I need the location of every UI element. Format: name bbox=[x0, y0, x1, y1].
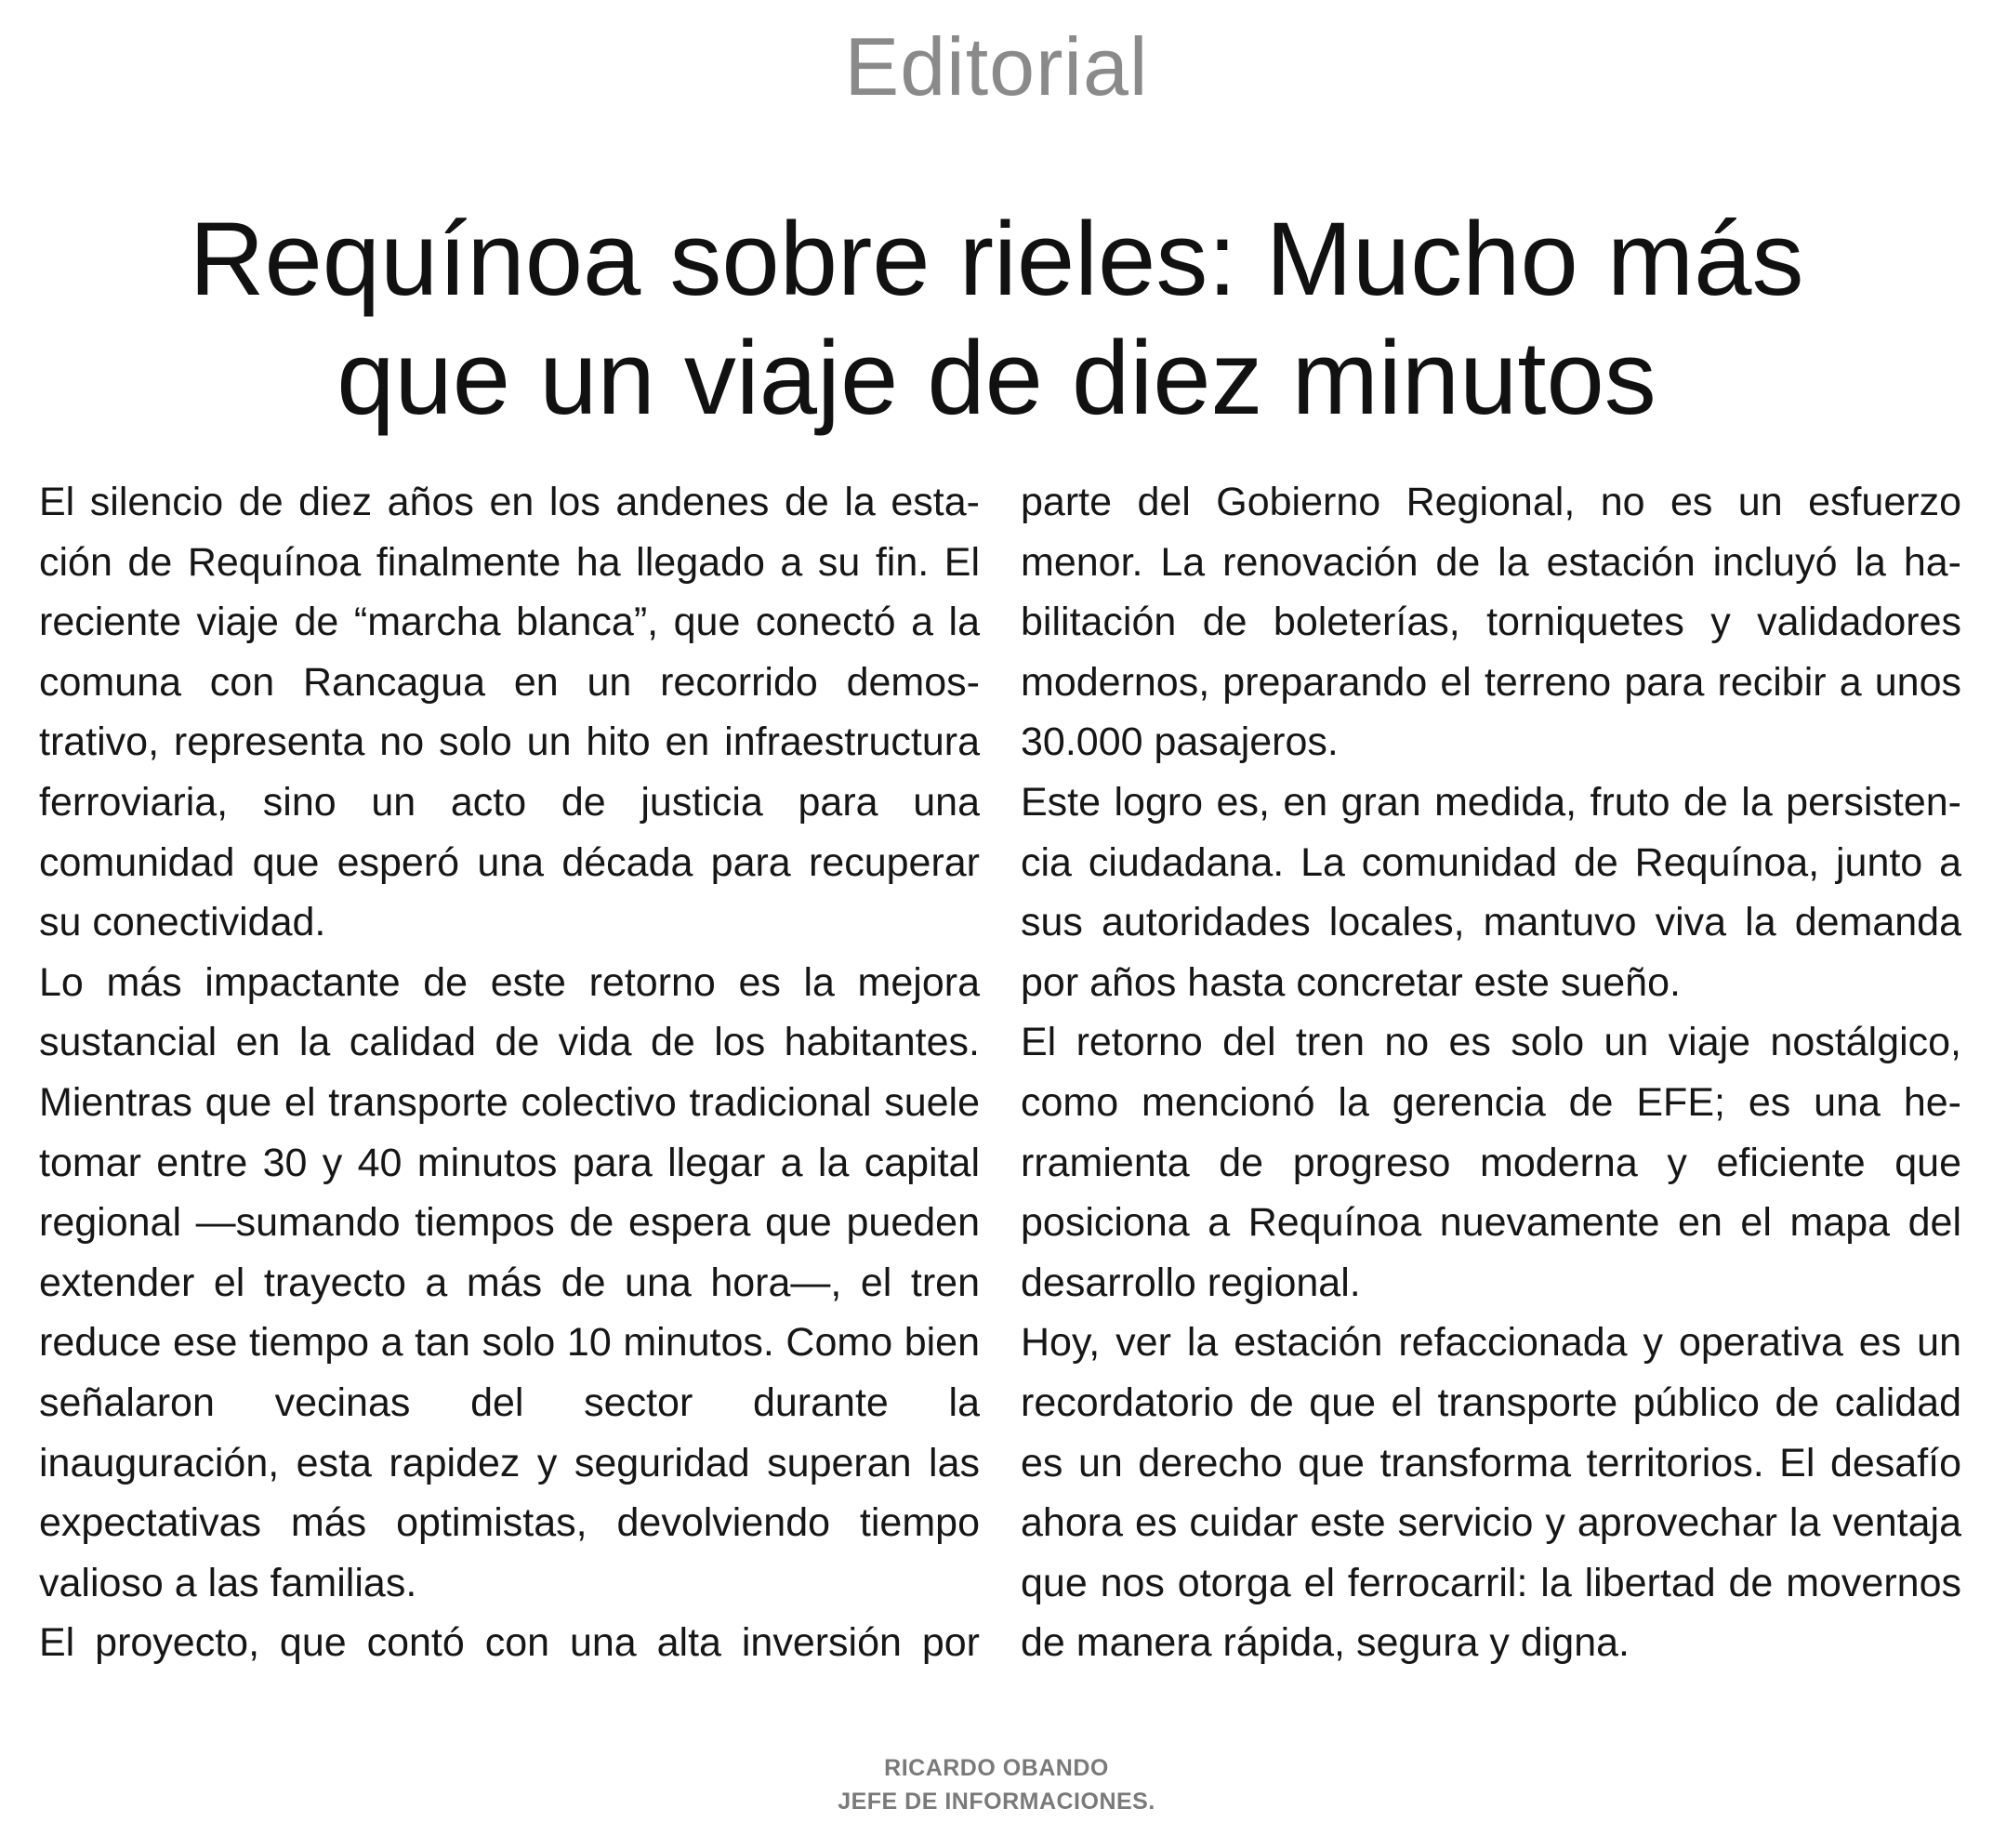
paragraph: Este logro es, en gran medida, fruto de la persistencia ciudadana. La comunidad de Requínoa, junto a sus autoridades locales, mantuvo viva la demanda por años hasta concretar este sueño. bbox=[1021, 779, 1961, 1005]
section-label: Editorial bbox=[844, 20, 1149, 112]
body-column-right bbox=[1021, 472, 1961, 1673]
byline bbox=[0, 1751, 1993, 1818]
paragraph: Lo más impactante de este retorno es la mejora sustancial en la calidad de vida de los habitantes. Mientras que el transporte colectivo tradicional suele tomar entre 30 y 40 minutos para llegar a la capital regional —sumando tiempos de espera que pueden extender el trayecto a más de una hora—, el tren reduce ese tiempo a tan solo 10 minutos. Como bien señalaron vecinas del sector durante la inauguración, esta rapidez y seguridad superan las expectativas más optimistas, devolviendo tiempo valioso a las familias. bbox=[39, 959, 980, 1605]
paragraph: El proyecto, que contó con una alta inversión por bbox=[39, 1620, 980, 1666]
headline bbox=[93, 200, 1900, 438]
paragraph: Hoy, ver la estación refaccionada y operativa es un recordatorio de que el transporte público de calidad es un derecho que transforma territorios. El desafío ahora es cuidar este servicio y aprovechar la ventaja que nos otorga el ferrocarril: la libertad de movernos de manera rápida, segura y digna. bbox=[1021, 1320, 1961, 1666]
headline-line-1: Requínoa sobre rieles: Mucho más bbox=[189, 201, 1804, 317]
paragraph: parte del Gobierno Regional, no es un esfuerzo menor. La renovación de la estación incluyó la habilitación de boleterías, torniquetes y validadores modernos, preparando el terreno para recibir a unos 30.000 pasajeros. bbox=[1021, 480, 1961, 765]
body-column-left bbox=[39, 472, 980, 1673]
paragraph: El retorno del tren no es solo un viaje nostálgico, como mencionó la gerencia de EFE; es una herramienta de progreso moderna y eficiente que posiciona a Requínoa nuevamente en el mapa del desarrollo regional. bbox=[1021, 1020, 1961, 1305]
paragraph: El silencio de diez años en los andenes de la estación de Requínoa finalmente ha llegado a su fin. El reciente viaje de “marcha blanca”, que conectó a la comuna con Rancagua en un recorrido demostrativo, representa no solo un hito en infraestructura ferroviaria, sino un acto de justicia para una comunidad que esperó una década para recuperar su conectividad. bbox=[39, 480, 980, 945]
byline-name: RICARDO OBANDO bbox=[884, 1755, 1109, 1781]
headline-line-2: que un viaje de diez minutos bbox=[337, 320, 1656, 436]
byline-role: JEFE DE INFORMACIONES. bbox=[838, 1789, 1155, 1815]
